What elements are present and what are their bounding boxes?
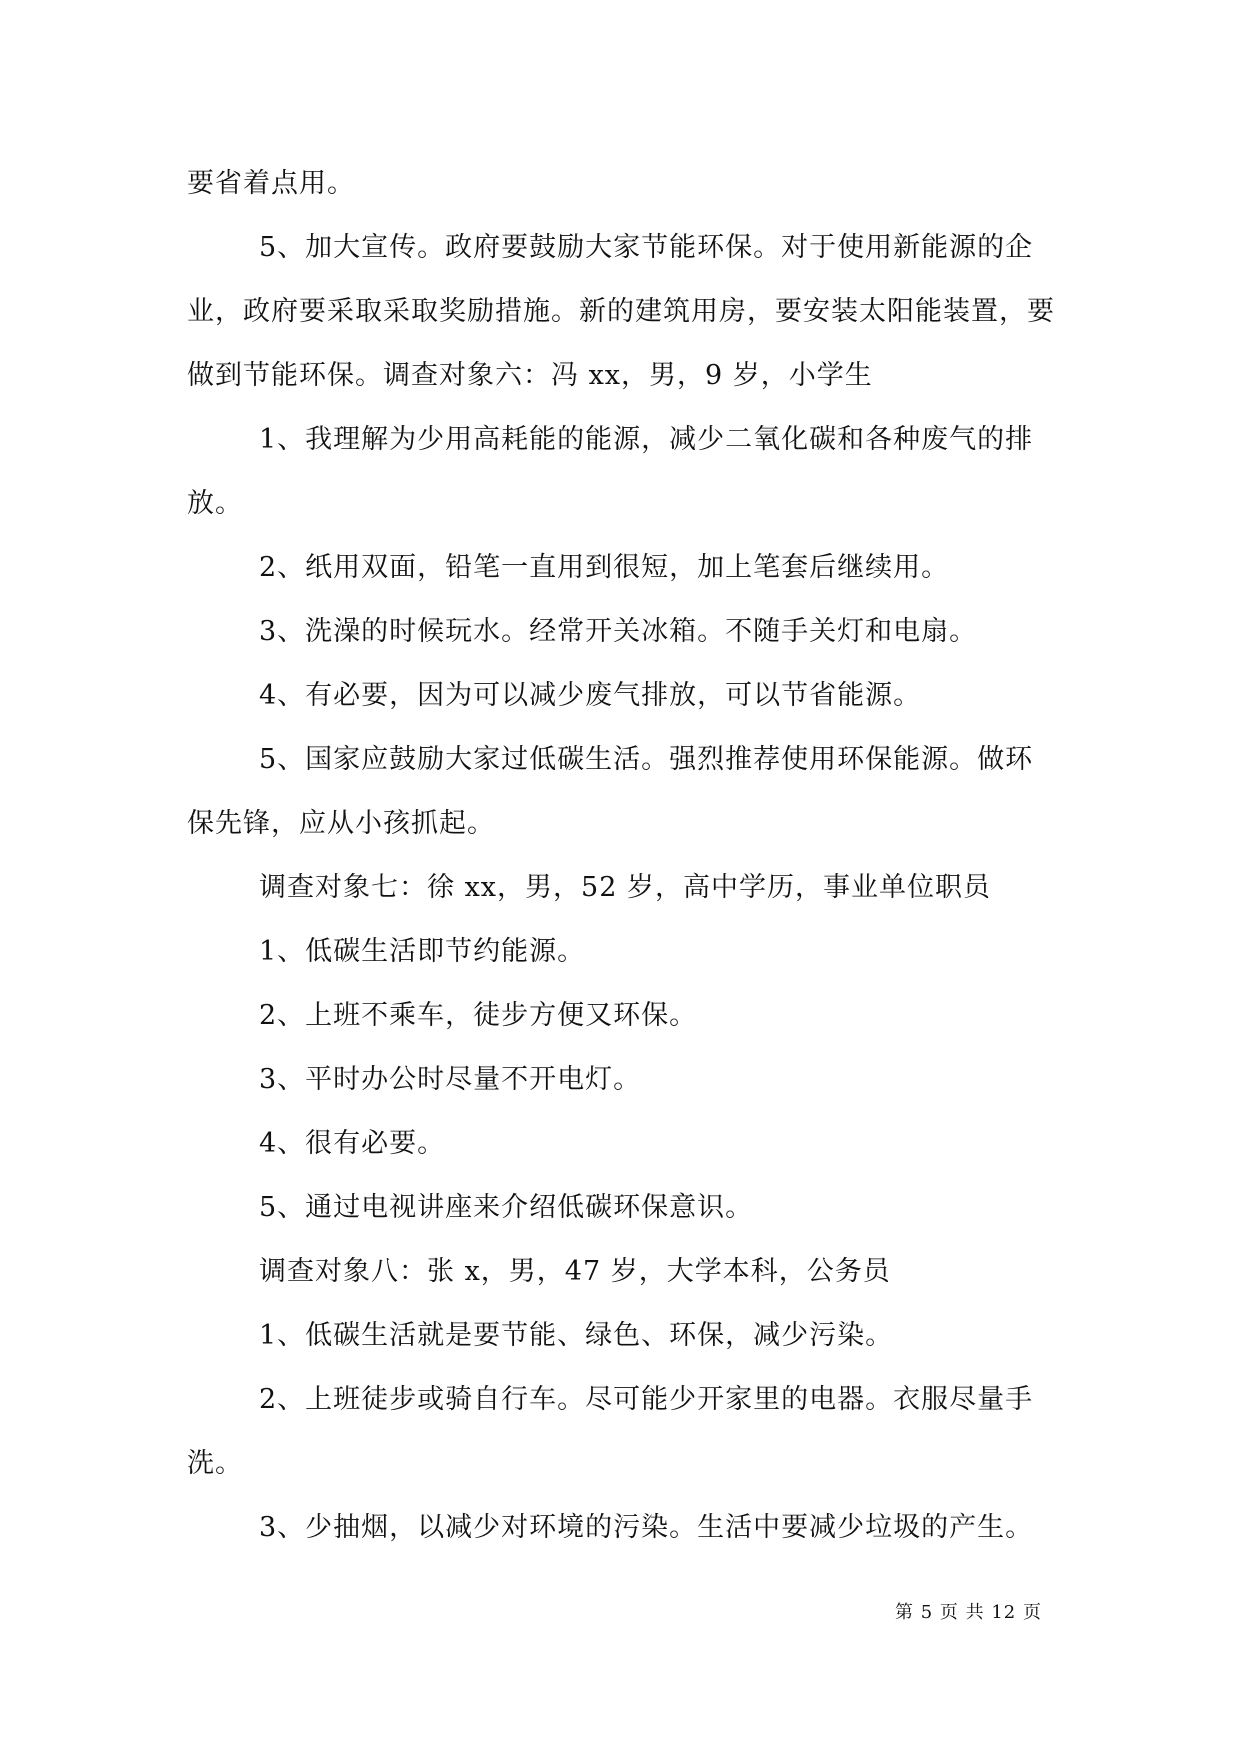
paragraph: 1、低碳生活即节约能源。 — [259, 936, 586, 967]
paragraph: 2、上班不乘车，徒步方便又环保。 — [259, 1000, 698, 1031]
paragraph: 3、平时办公时尽量不开电灯。 — [259, 1064, 642, 1095]
paragraph: 1、低碳生活就是要节能、绿色、环保，减少污染。 — [259, 1320, 894, 1351]
section-heading: 调查对象八：张 x，男，47 岁，大学本科，公务员 — [259, 1256, 891, 1287]
paragraph: 要省着点用。 — [187, 168, 355, 199]
paragraph: 5、加大宣传。政府要鼓励大家节能环保。对于使用新能源的企业，政府要采取采取奖励措施。新的建筑用房，要安装太阳能装置，要做到节能环保。调查对象六：冯 xx，男，9 岁，小学生 — [187, 232, 1055, 391]
paragraph: 1、我理解为少用高耗能的能源，减少二氧化碳和各种废气的排放。 — [187, 424, 1034, 519]
paragraph: 2、上班徒步或骑自行车。尽可能少开家里的电器。衣服尽量手洗。 — [187, 1384, 1034, 1479]
paragraph: 3、洗澡的时候玩水。经常开关冰箱。不随手关灯和电扇。 — [259, 616, 978, 647]
paragraph: 5、国家应鼓励大家过低碳生活。强烈推荐使用环保能源。做环保先锋，应从小孩抓起。 — [187, 744, 1034, 839]
paragraph: 2、纸用双面，铅笔一直用到很短，加上笔套后继续用。 — [259, 552, 950, 583]
paragraph: 4、有必要，因为可以减少废气排放，可以节省能源。 — [259, 680, 922, 711]
paragraph: 3、少抽烟，以减少对环境的污染。生活中要减少垃圾的产生。 — [259, 1512, 1034, 1543]
paragraph: 5、通过电视讲座来介绍低碳环保意识。 — [259, 1192, 754, 1223]
document-body — [187, 152, 1057, 1560]
paragraph: 4、很有必要。 — [259, 1128, 446, 1159]
section-heading: 调查对象七：徐 xx，男，52 岁，高中学历，事业单位职员 — [259, 872, 991, 903]
page-footer: 第 5 页 共 12 页 — [895, 1602, 1042, 1623]
